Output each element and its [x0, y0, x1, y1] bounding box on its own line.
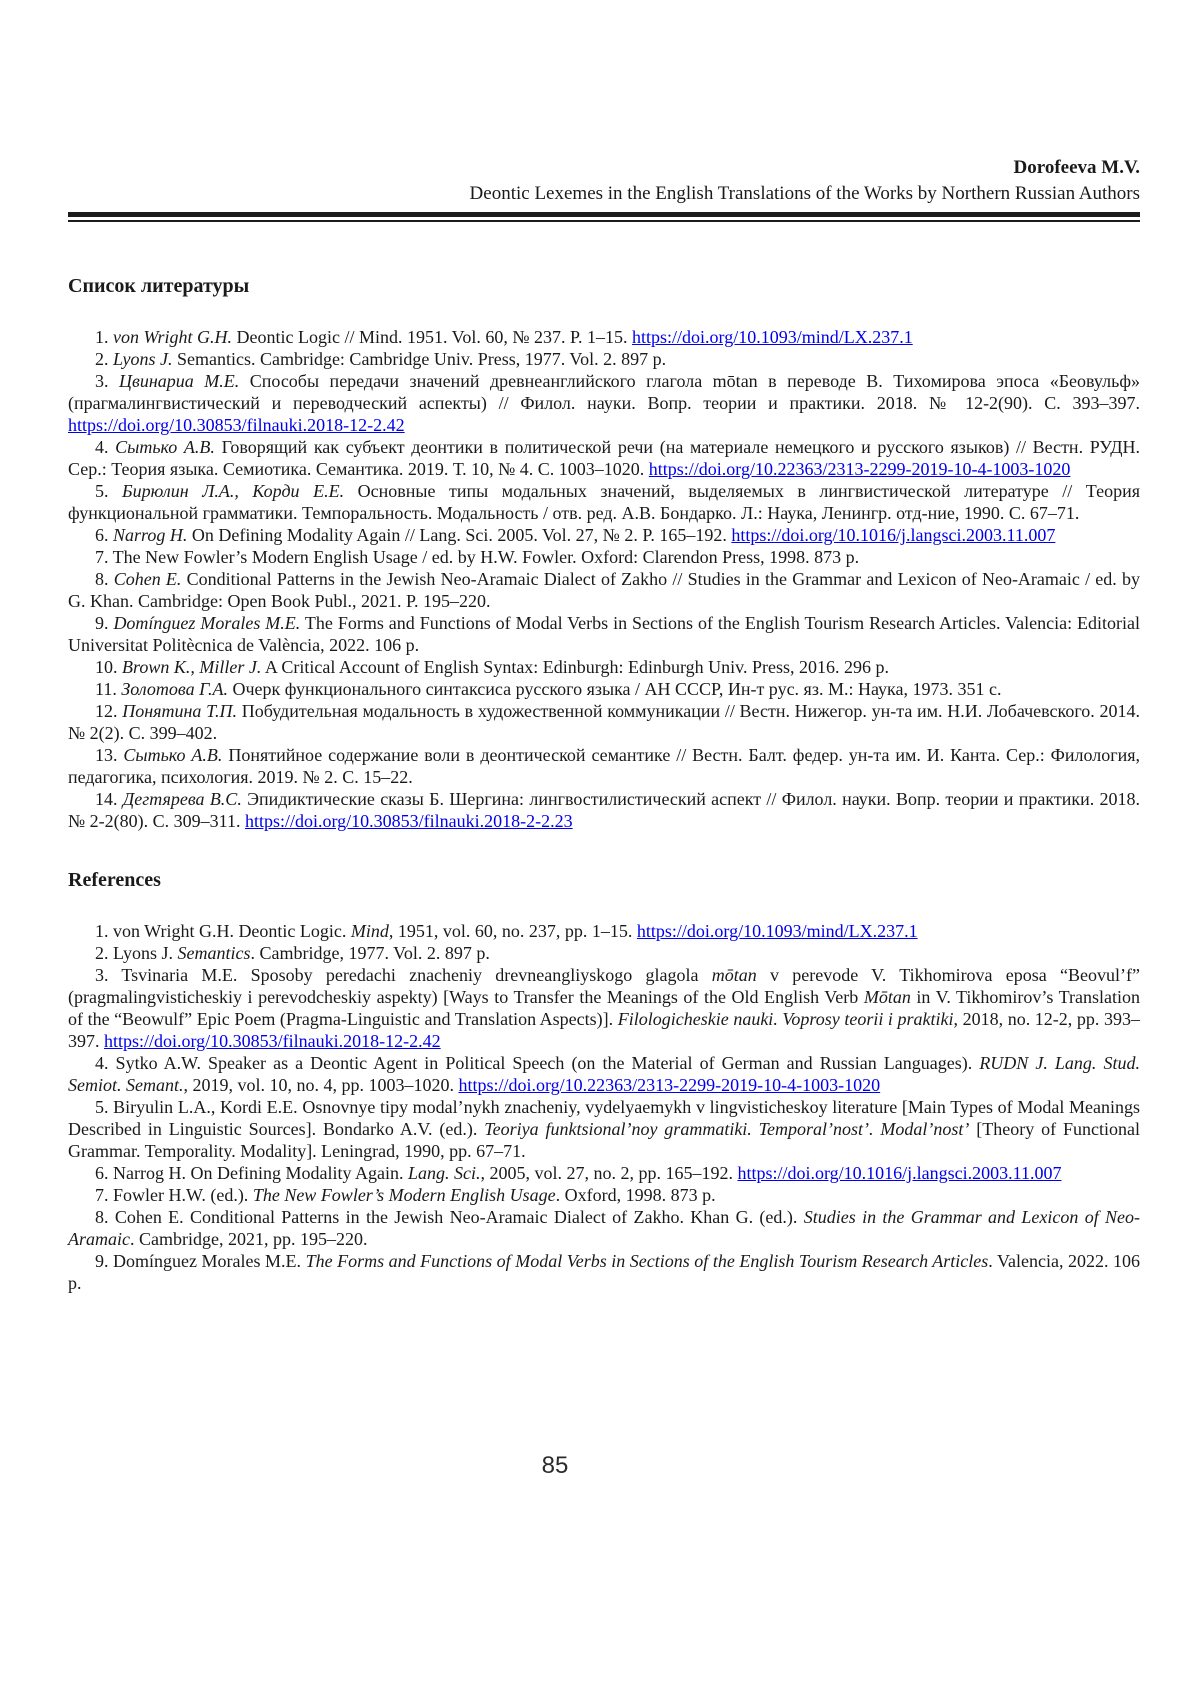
- reference-item: [68, 326, 1140, 348]
- reference-item: [68, 678, 1140, 700]
- ref-text-segment: . Oxford, 1998. 873 p.: [555, 1185, 716, 1205]
- reference-item: [68, 480, 1140, 524]
- ref-text-segment: 8.: [95, 569, 114, 589]
- ref-italic-segment: mōtan: [711, 965, 757, 985]
- doi-link[interactable]: https://doi.org/10.1016/j.langsci.2003.11.007: [731, 525, 1056, 545]
- page-footer: [0, 1452, 1110, 1480]
- ref-text-segment: 11.: [95, 679, 122, 699]
- ref-text-segment: Очерк функционального синтаксиса русского языка / АН СССР, Ин-т рус. яз. М.: Наука, 1973. 351 с.: [227, 679, 1002, 699]
- reference-item: [68, 612, 1140, 656]
- ref-text-segment: , 1951, vol. 60, no. 237, pp. 1–15.: [388, 921, 637, 941]
- ref-text-segment: Semantics. Cambridge: Cambridge Univ. Press, 1977. Vol. 2. 897 p.: [172, 349, 667, 369]
- ref-text-segment: Основные типы модальных значений, выделяемых в лингвистической литературе // Теория функциональной грамматики. Темпоральность. Модальность / отв. ред. А.В. Бондарко. Л.: Наука, Ленингр. отд-ние, 1990. С. 67–71.: [68, 481, 1140, 523]
- ref-italic-segment: von Wright G.H.: [113, 327, 232, 347]
- doi-link[interactable]: https://doi.org/10.30853/filnauki.2018-12-2.42: [68, 415, 405, 435]
- ref-text-segment: , 2019, vol. 10, no. 4, pp. 1003–1020.: [183, 1075, 459, 1095]
- reference-item: [68, 546, 1140, 568]
- reference-item: [68, 656, 1140, 678]
- ref-italic-segment: Lyons J.: [113, 349, 173, 369]
- ref-text-segment: 1.: [95, 327, 113, 347]
- page-header: [68, 156, 1140, 222]
- doi-link[interactable]: https://doi.org/10.1093/mind/LX.237.1: [632, 327, 913, 347]
- doi-link[interactable]: https://doi.org/10.22363/2313-2299-2019-10-4-1003-1020: [458, 1075, 881, 1095]
- ref-text-segment: , 2018, no. 12-2, pp. 393–397.: [68, 1009, 1140, 1051]
- ref-italic-segment: Studies in the Grammar and Lexicon of Neo-Aramaic: [68, 1207, 1141, 1249]
- section-heading-ru: Список литературы: [68, 275, 250, 297]
- ref-italic-segment: The New Fowler’s Modern English Usage: [252, 1185, 556, 1205]
- header-author: Dorofeeva M.V.: [1013, 157, 1140, 178]
- ref-italic-segment: Filologicheskie nauki. Voprosy teorii i praktiki: [617, 1009, 954, 1029]
- ref-text-segment: 9.: [95, 613, 114, 633]
- reference-item: [68, 1250, 1140, 1294]
- ref-text-segment: 12.: [95, 701, 123, 721]
- ref-italic-segment: Сытько А.В.: [123, 745, 223, 765]
- ref-text-segment: Побудительная модальность в художественной коммуникации // Вестн. Нижегор. ун-та им. Н.И. Лобачевского. 2014. № 2(2). С. 399–402.: [68, 701, 1140, 743]
- ref-text-segment: Эпидиктические сказы Б. Шергина: лингвостилистический аспект // Филол. науки. Вопр. теории и практики. 2018. № 2-2(80). С. 309–311.: [68, 789, 1141, 831]
- ref-text-segment: 6.: [95, 525, 113, 545]
- ref-text-segment: 14.: [95, 789, 123, 809]
- ref-text-segment: 4. Sytko A.W. Speaker as a Deontic Agent in Political Speech (on the Material of German and Russian Languages).: [95, 1053, 980, 1073]
- ref-text-segment: 4.: [95, 437, 116, 457]
- doi-link[interactable]: https://doi.org/10.22363/2313-2299-2019-10-4-1003-1020: [648, 459, 1071, 479]
- section-references-en: [68, 868, 1140, 1294]
- reference-item: [68, 788, 1140, 832]
- ref-text-segment: 10.: [95, 657, 122, 677]
- reference-item: [68, 370, 1140, 436]
- ref-italic-segment: Бирюлин Л.А., Корди Е.Е.: [122, 481, 345, 501]
- ref-text-segment: Говорящий как субъект деонтики в политической речи (на материале немецкого и русского языков) // Вестн. РУДН. Сер.: Теория языка. Семиотика. Семантика. 2019. Т. 10, № 4. С. 1003–1020.: [68, 437, 1140, 479]
- reference-item: [68, 1206, 1140, 1250]
- ref-italic-segment: The Forms and Functions of Modal Verbs in Sections of the English Tourism Research Articles: [305, 1251, 989, 1271]
- ref-text-segment: 7. Fowler H.W. (ed.).: [95, 1185, 253, 1205]
- ref-text-segment: 8. Cohen E. Conditional Patterns in the Jewish Neo-Aramaic Dialect of Zakho. Khan G. (ed.).: [95, 1207, 804, 1227]
- section-references-ru: [68, 274, 1140, 832]
- ref-text-segment: On Defining Modality Again // Lang. Sci. 2005. Vol. 27, № 2. P. 165–192.: [187, 525, 732, 545]
- ref-italic-segment: Цвинариа М.Е.: [119, 371, 240, 391]
- reference-item: [68, 348, 1140, 370]
- reference-item: [68, 568, 1140, 612]
- reference-list-ru: [68, 326, 1140, 832]
- ref-text-segment: A Critical Account of English Syntax: Edinburgh: Edinburgh Univ. Press, 2016. 296 p.: [261, 657, 889, 677]
- reference-item: [68, 1162, 1140, 1184]
- reference-list-en: [68, 920, 1140, 1294]
- reference-item: [68, 436, 1140, 480]
- reference-item: [68, 744, 1140, 788]
- reference-item: [68, 700, 1140, 744]
- ref-italic-segment: Сытько А.В.: [115, 437, 215, 457]
- ref-text-segment: 5.: [95, 481, 123, 501]
- ref-text-segment: [Theory of Functional Grammar. Temporality. Modality]. Leningrad, 1990, pp. 67–71.: [68, 1119, 1140, 1161]
- ref-text-segment: Способы передачи значений древнеанглийского глагола mōtan в переводе В. Тихомирова эпоса «Беовульф» (прагмалингвистический и переводческий аспекты) // Филол. науки. Вопр. теории и практики. 2018. № 12-2(90). С. 393–397.: [68, 371, 1140, 413]
- ref-text-segment: Понятийное содержание воли в деонтической семантике // Вестн. Балт. федер. ун-та им. И. Канта. Сер.: Филология, педагогика, психология. 2019. № 2. С. 15–22.: [68, 745, 1141, 787]
- page-number: 85: [541, 1452, 569, 1479]
- ref-text-segment: 6. Narrog H. On Defining Modality Again.: [95, 1163, 408, 1183]
- ref-italic-segment: Narrog H.: [113, 525, 188, 545]
- ref-text-segment: v perevode V. Tikhomirova eposa “Beovul’f” (pragmalingvisticheskiy i perevodcheskiy aspekty) [Ways to Transfer the Meanings of the Old English Verb: [68, 965, 1140, 1007]
- doi-link[interactable]: https://doi.org/10.1016/j.langsci.2003.11.007: [737, 1163, 1062, 1183]
- ref-italic-segment: Brown K., Miller J.: [122, 657, 262, 677]
- ref-italic-segment: Cohen E.: [113, 569, 182, 589]
- header-double-rule: [68, 212, 1140, 222]
- ref-text-segment: 3.: [95, 371, 119, 391]
- ref-text-segment: 2.: [95, 349, 113, 369]
- rule-thick-line: [68, 212, 1140, 217]
- ref-text-segment: 13.: [95, 745, 124, 765]
- ref-italic-segment: Domínguez Morales M.E.: [113, 613, 301, 633]
- ref-italic-segment: Teoriya funktsional’noy grammatiki. Temporal’nost’. Modal’nost’: [484, 1119, 970, 1139]
- ref-text-segment: . Valencia, 2022. 106 p.: [68, 1251, 1141, 1293]
- ref-italic-segment: Дегтярева В.С.: [122, 789, 242, 809]
- ref-text-segment: The Forms and Functions of Modal Verbs in Sections of the English Tourism Research Articles. Valencia: Editorial Universitat Politècnica de València, 2022. 106 p.: [68, 613, 1140, 655]
- ref-italic-segment: RUDN J. Lang. Stud. Semiot. Semant.: [68, 1053, 1140, 1095]
- reference-item: [68, 1052, 1140, 1096]
- doi-link[interactable]: https://doi.org/10.30853/filnauki.2018-12-2.42: [104, 1031, 441, 1051]
- ref-text-segment: . Cambridge, 1977. Vol. 2. 897 p.: [250, 943, 490, 963]
- ref-text-segment: Deontic Logic // Mind. 1951. Vol. 60, № 237. P. 1–15.: [232, 327, 633, 347]
- ref-italic-segment: Mind: [350, 921, 389, 941]
- ref-italic-segment: Золотова Г.А.: [121, 679, 228, 699]
- section-heading-en: References: [68, 869, 161, 891]
- doi-link[interactable]: https://doi.org/10.30853/filnauki.2018-2-2.23: [245, 811, 573, 831]
- reference-item: [68, 920, 1140, 942]
- ref-text-segment: 3. Tsvinaria M.E. Sposoby peredachi znacheniy drevneangliyskogo glagola: [95, 965, 712, 985]
- rule-thin-line: [68, 220, 1140, 222]
- reference-item: [68, 1096, 1140, 1162]
- reference-item: [68, 942, 1140, 964]
- ref-italic-segment: Lang. Sci.: [407, 1163, 481, 1183]
- ref-text-segment: , 2005, vol. 27, no. 2, pp. 165–192.: [480, 1163, 738, 1183]
- ref-text-segment: in V. Tikhomirov’s Translation of the “Beowulf” Epic Poem (Pragma-Linguistic and Translation Aspects)].: [68, 987, 1140, 1029]
- header-title: Deontic Lexemes in the English Translations of the Works by Northern Russian Authors: [469, 183, 1140, 204]
- ref-text-segment: 9. Domínguez Morales M.E.: [95, 1251, 306, 1271]
- doi-link[interactable]: https://doi.org/10.1093/mind/LX.237.1: [636, 921, 918, 941]
- reference-item: [68, 1184, 1140, 1206]
- reference-item: [68, 964, 1140, 1052]
- ref-text-segment: 2. Lyons J.: [95, 943, 178, 963]
- ref-text-segment: Conditional Patterns in the Jewish Neo-Aramaic Dialect of Zakho // Studies in the Grammar and Lexicon of Neo-Aramaic / ed. by G. Khan. Cambridge: Open Book Publ., 2021. P. 195–220.: [68, 569, 1141, 611]
- ref-italic-segment: Semantics: [177, 943, 251, 963]
- reference-item: [68, 524, 1140, 546]
- ref-italic-segment: Mōtan: [863, 987, 911, 1007]
- ref-text-segment: 7. The New Fowler’s Modern English Usage / ed. by H.W. Fowler. Oxford: Clarendon Press, 1998. 873 p.: [95, 547, 860, 567]
- ref-text-segment: . Cambridge, 2021, pp. 195–220.: [130, 1229, 368, 1249]
- ref-text-segment: 5. Biryulin L.A., Kordi E.E. Osnovnye tipy modal’nykh znacheniy, vydelyaemykh v lingvisticheskoy literature [Main Types of Modal Meanings Described in Linguistic Sources]. Bondarko A.V. (ed.).: [68, 1097, 1140, 1139]
- ref-italic-segment: Понятина Т.П.: [122, 701, 237, 721]
- ref-text-segment: 1. von Wright G.H. Deontic Logic.: [95, 921, 351, 941]
